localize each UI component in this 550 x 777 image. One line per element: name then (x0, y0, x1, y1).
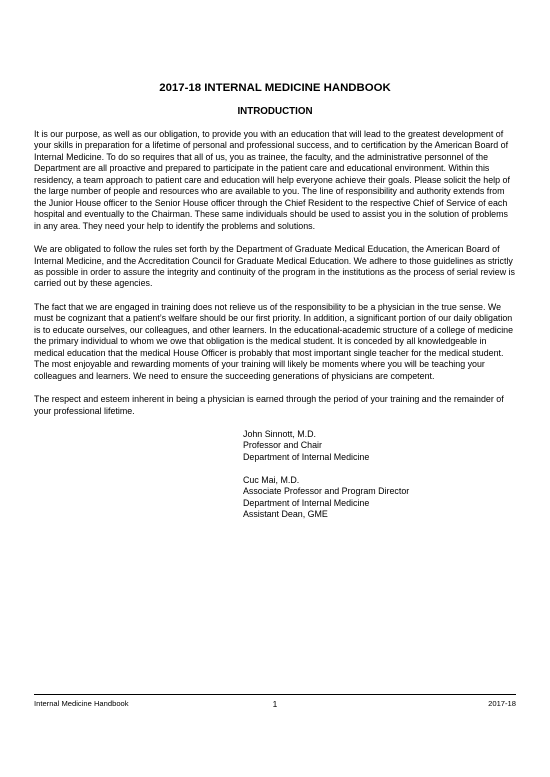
paragraph-rules: We are obligated to follow the rules set forth by the Department of Graduate Medical Education, the American Board of Internal Medicine, and the Accreditation Council for Graduate Medical Education. We adhere to those guidelines as strictly as possible in order to assure the integrity and continuity of the program in the institutions as the process of serial review is carried out by these agencies. (34, 244, 515, 289)
section-heading: INTRODUCTION (237, 106, 313, 117)
paragraph-respect: The respect and esteem inherent in being a physician is earned through the period of your training and the remainder of your professional lifetime. (34, 394, 504, 416)
signatory-name: John Sinnott, M.D. (243, 428, 317, 439)
signatory-chair (243, 429, 516, 463)
signatory-title: Associate Professor and Program Director (243, 486, 410, 497)
footer-year: 2017-18 (488, 699, 516, 708)
signatory-name: Cuc Mai, M.D. (243, 474, 300, 485)
signatory-department: Department of Internal Medicine (243, 451, 370, 462)
footer-page-number: 1 (272, 699, 278, 709)
paragraph-responsibility: The fact that we are engaged in training does not relieve us of the responsibility to be a physician in the true sense. We must be cognizant that a patient’s welfare should be our first priority. In addition, a significant portion of our daily obligation is to educate ourselves, our colleagues, and other learners. In the educational-academic structure of a college of medicine the primary individual to whom we owe that obligation is the medical student. It is conceded by all knowledgeable in medical education that the medical House Officer is probably that most important single teacher for the medical student. The most enjoyable and rewarding moments of your training will likely be moments where you will be teaching your colleagues and learners. We need to ensure the succeeding generations of physicians are competent. (34, 301, 514, 381)
signatory-department: Department of Internal Medicine (243, 497, 370, 508)
signatory-program-director (243, 475, 516, 521)
page-content (34, 81, 516, 532)
signature-block (243, 429, 516, 521)
document-title: 2017-18 INTERNAL MEDICINE HANDBOOK (159, 82, 391, 94)
signatory-title: Professor and Chair (243, 440, 322, 451)
signatory-dean-title: Assistant Dean, GME (243, 509, 328, 520)
paragraph-purpose: It is our purpose, as well as our obligation, to provide you with an education that will lead to the greatest development of your skills in preparation for a lifetime of personal and professional success, and to certification by the American Board of Internal Medicine. To do so requires that all of us, you as trainee, the faculty, and the administrative personnel of the Department are all proactive and prepared to participate in the patient care and educational environment. Within this residency, a team approach to patient care and education will help everyone achieve their goals. Please solicit the help of the large number of people and resources who are available to you. The line of responsibility and authority extends from the Junior House officer to the Senior House officer through the Chief Resident to the respective Chief of Service of each hospital and eventually to the Chairman. These same individuals should be used to assist you in the solution of problems in any area. They need your help to identify the problems and solutions. (34, 129, 510, 231)
footer-handbook-name: Internal Medicine Handbook (34, 699, 129, 708)
footer-divider (34, 694, 516, 695)
